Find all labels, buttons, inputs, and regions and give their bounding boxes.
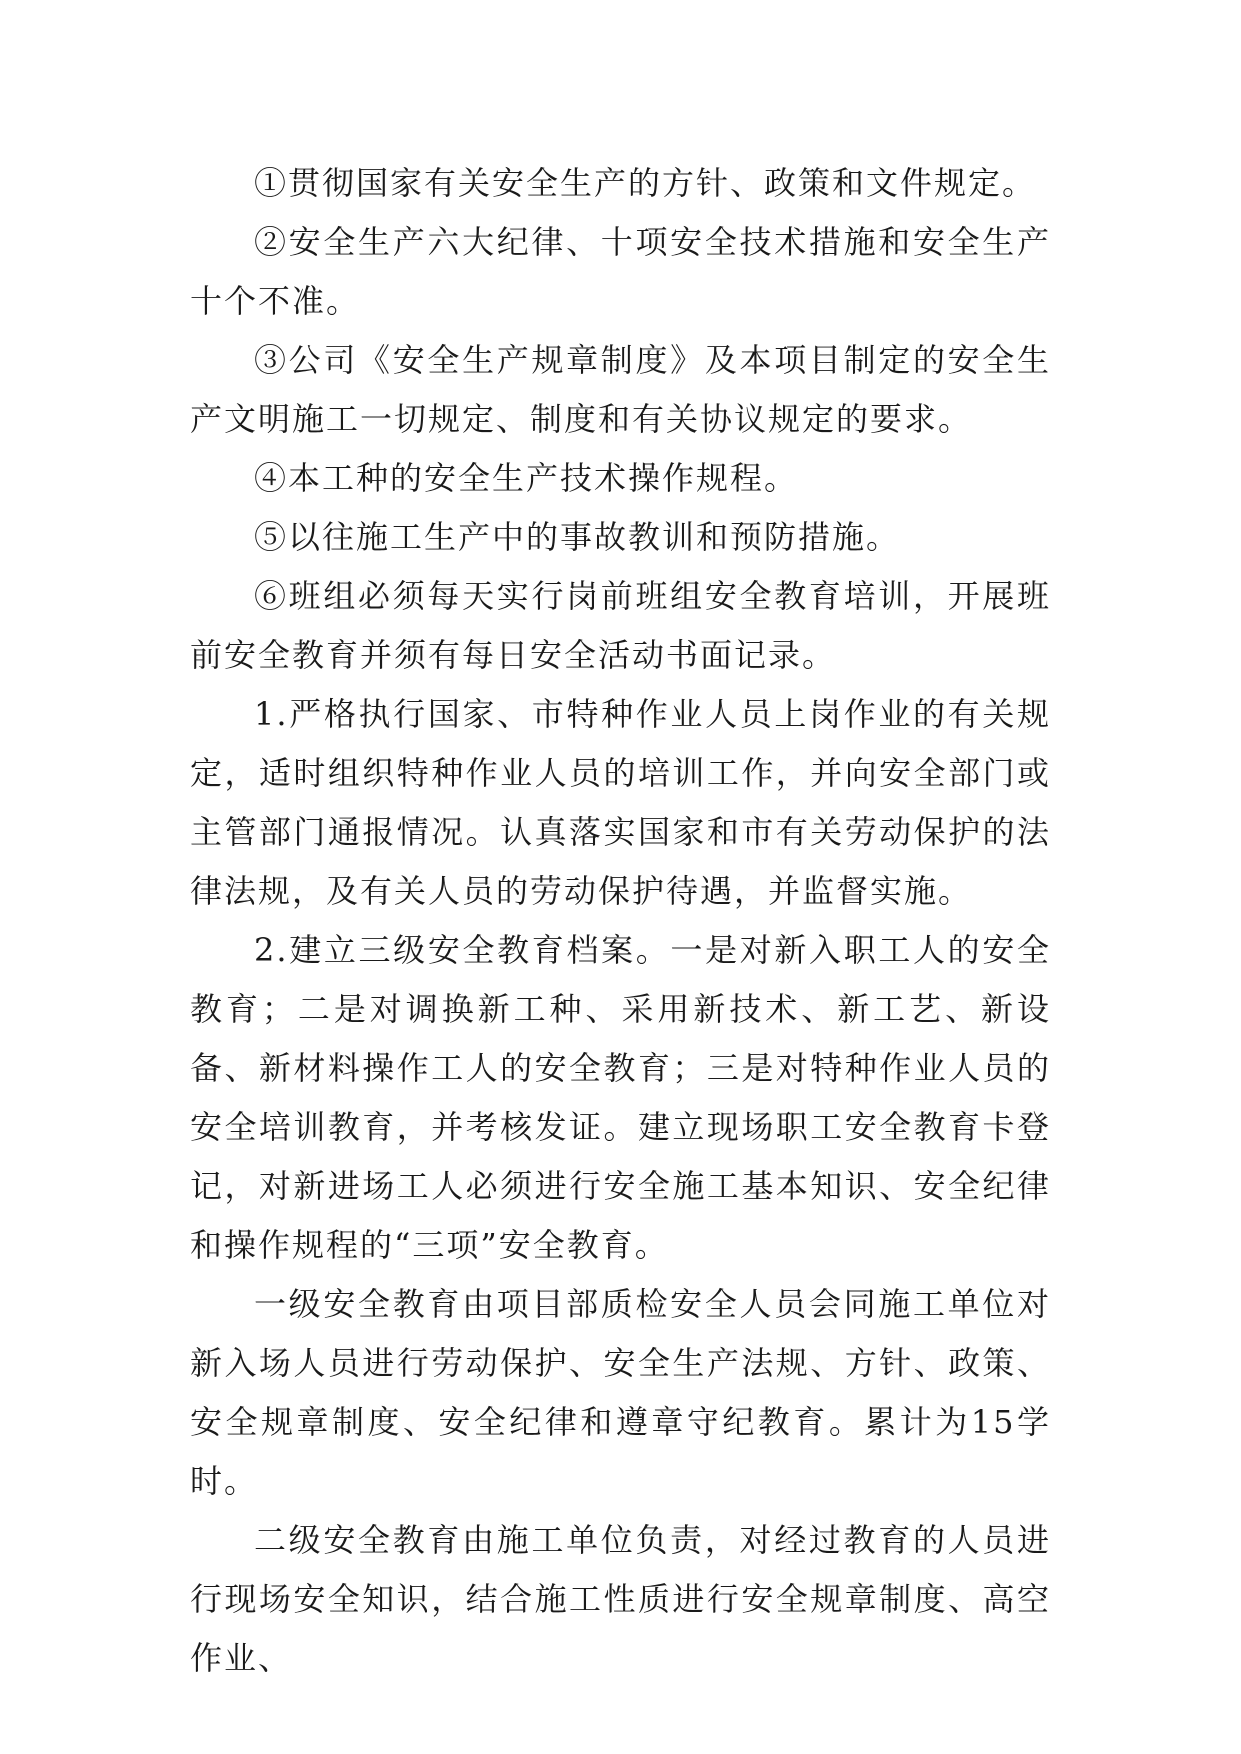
paragraph-item-5: ⑤以往施工生产中的事故教训和预防措施。 [254,518,901,556]
paragraph-rule-1: 1.严格执行国家、市特种作业人员上岗作业的有关规定，适时组织特种作业人员的培训工作，并向安全部门或主管部门通报情况。认真落实国家和市有关劳动保护的法律法规，及有关人员的劳动保护待遇，并监督实施。 [190,695,1051,910]
paragraph-level-1-education: 一级安全教育由项目部质检安全人员会同施工单位对新入场人员进行劳动保护、安全生产法规、方针、政策、安全规章制度、安全纪律和遵章守纪教育。累计为15学时。 [190,1285,1051,1500]
document-body [190,154,1051,1688]
paragraph-item-1: ①贯彻国家有关安全生产的方针、政策和文件规定。 [254,164,1037,202]
paragraph-item-3: ③公司《安全生产规章制度》及本项目制定的安全生产文明施工一切规定、制度和有关协议规定的要求。 [190,341,1051,438]
paragraph-item-2: ②安全生产六大纪律、十项安全技术措施和安全生产十个不准。 [190,223,1051,320]
paragraph-item-4: ④本工种的安全生产技术操作规程。 [254,459,799,497]
paragraph-level-2-education: 二级安全教育由施工单位负责，对经过教育的人员进行现场安全知识，结合施工性质进行安全规章制度、高空作业、 [190,1521,1051,1677]
paragraph-item-6: ⑥班组必须每天实行岗前班组安全教育培训，开展班前安全教育并须有每日安全活动书面记录。 [190,577,1051,674]
paragraph-rule-2: 2.建立三级安全教育档案。一是对新入职工人的安全教育；二是对调换新工种、采用新技术、新工艺、新设备、新材料操作工人的安全教育；三是对特种作业人员的安全培训教育，并考核发证。建立现场职工安全教育卡登记，对新进场工人必须进行安全施工基本知识、安全纪律和操作规程的“三项”安全教育。 [190,931,1051,1264]
